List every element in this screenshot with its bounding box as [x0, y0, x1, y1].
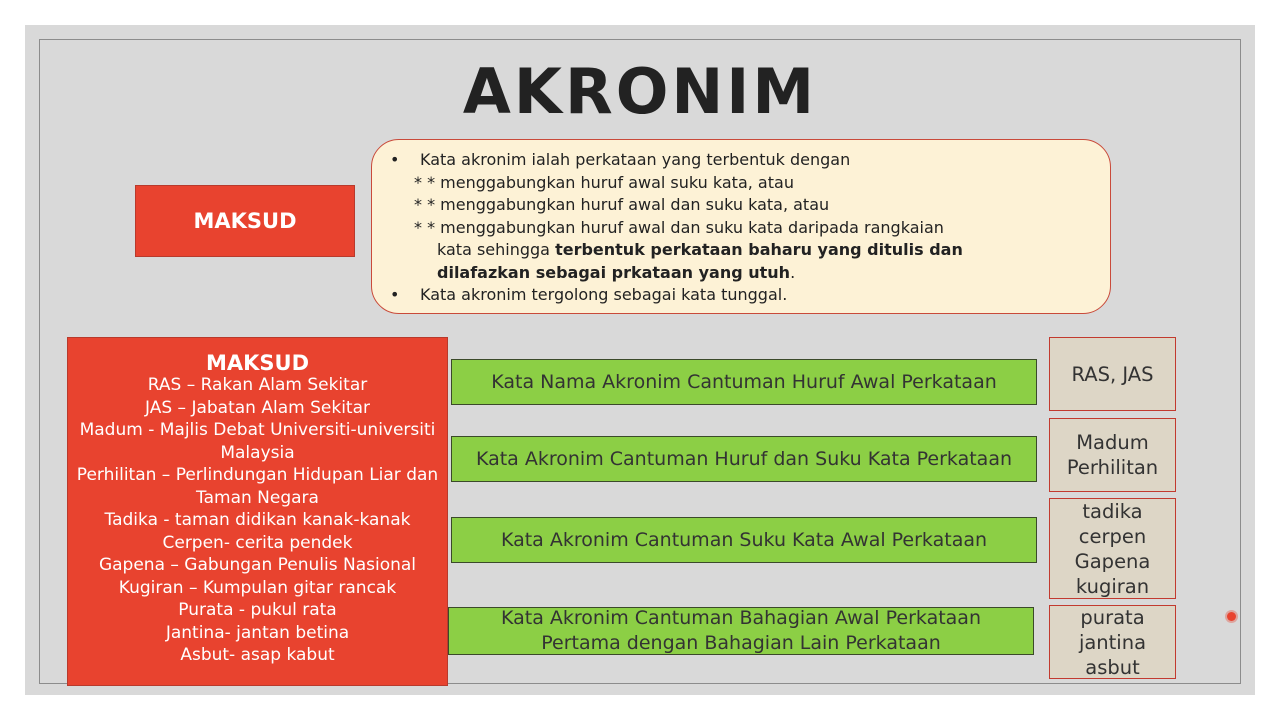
definition-line-5-plain: kata sehingga — [437, 240, 556, 259]
answer-4-line: purata — [1080, 605, 1145, 629]
example-item: RAS – Rakan Alam Sekitar — [147, 375, 368, 395]
category-label-2: Kata Akronim Cantuman Huruf dan Suku Kata Perkataan — [475, 447, 1013, 470]
examples-box — [67, 337, 448, 686]
answer-3-line: Gapena — [1074, 549, 1151, 573]
category-label-1: Kata Nama Akronim Cantuman Huruf Awal Perkataan — [491, 370, 997, 393]
answer-box-2 — [1049, 418, 1176, 492]
example-item: Taman Negara — [196, 487, 319, 508]
answer-3-line: tadika — [1082, 499, 1143, 523]
definition-line-5-bold: terbentuk perkataan baharu yang ditulis dan — [555, 240, 963, 259]
answer-box-3 — [1049, 498, 1176, 599]
laser-pointer-dot — [1227, 612, 1236, 621]
definition-line-6 — [437, 262, 795, 285]
examples-title: MAKSUD — [205, 351, 310, 375]
example-item: Jantina- jantan betina — [165, 622, 350, 643]
definition-line-3: * * menggabungkan huruf awal dan suku kata, atau — [414, 195, 830, 214]
category-box-1 — [451, 359, 1037, 405]
examples-list — [68, 374, 447, 667]
answer-4-line: asbut — [1085, 655, 1140, 679]
category-label-4-line-1: Kata Akronim Cantuman Bahagian Awal Perkataan — [501, 607, 981, 629]
definition-line-4: * * menggabungkan huruf awal dan suku kata daripada rangkaian — [414, 217, 944, 237]
definition-line-7: Kata akronim tergolong sebagai kata tunggal. — [420, 285, 788, 304]
answer-1-line: RAS, JAS — [1071, 362, 1154, 386]
slide-title: AKRONIM — [462, 55, 818, 128]
answer-2-line: Madum — [1076, 431, 1149, 454]
definition-line-6-bold: dilafazkan sebagai prkataan yang utuh — [437, 262, 791, 282]
bullet-2: • — [390, 285, 400, 304]
example-item: Gapena – Gabungan Penulis Nasional — [98, 555, 417, 575]
definition-line-2: * * menggabungkan huruf awal suku kata, atau — [414, 172, 794, 192]
category-box-3 — [451, 517, 1037, 563]
example-item: Malaysia — [220, 442, 295, 463]
category-label-4-line-2: Pertama dengan Bahagian Lain Perkataan — [541, 632, 941, 654]
answer-box-1 — [1049, 337, 1176, 411]
definition-box — [371, 139, 1111, 314]
bullet-1: • — [390, 150, 400, 169]
definition-line-1: Kata akronim ialah perkataan yang terbentuk dengan — [420, 150, 851, 169]
category-box-2 — [451, 436, 1037, 482]
answer-2-line: Perhilitan — [1066, 456, 1159, 479]
example-item: Madum - Majlis Debat Universiti-universiti — [79, 420, 436, 440]
example-item: Tadika - taman didikan kanak-kanak — [104, 510, 411, 530]
example-item: Cerpen- cerita pendek — [162, 532, 353, 553]
category-box-4 — [448, 607, 1034, 655]
answer-3-line: kugiran — [1075, 574, 1150, 598]
maksud-label-box: MAKSUD — [135, 185, 355, 257]
definition-line-5 — [437, 239, 963, 262]
definition-line-6-tail: . — [790, 262, 796, 282]
example-item: Kugiran – Kumpulan gitar rancak — [118, 577, 397, 598]
category-label-3: Kata Akronim Cantuman Suku Kata Awal Perkataan — [500, 528, 988, 551]
example-item: Asbut- asap kabut — [180, 645, 335, 665]
example-item: Perhilitan – Perlindungan Hidupan Liar dan — [76, 465, 439, 485]
answer-box-4 — [1049, 605, 1176, 679]
example-item: Purata - pukul rata — [178, 600, 337, 620]
answer-4-line: jantina — [1078, 630, 1147, 654]
answer-3-line: cerpen — [1078, 524, 1147, 548]
example-item: JAS – Jabatan Alam Sekitar — [145, 397, 370, 418]
